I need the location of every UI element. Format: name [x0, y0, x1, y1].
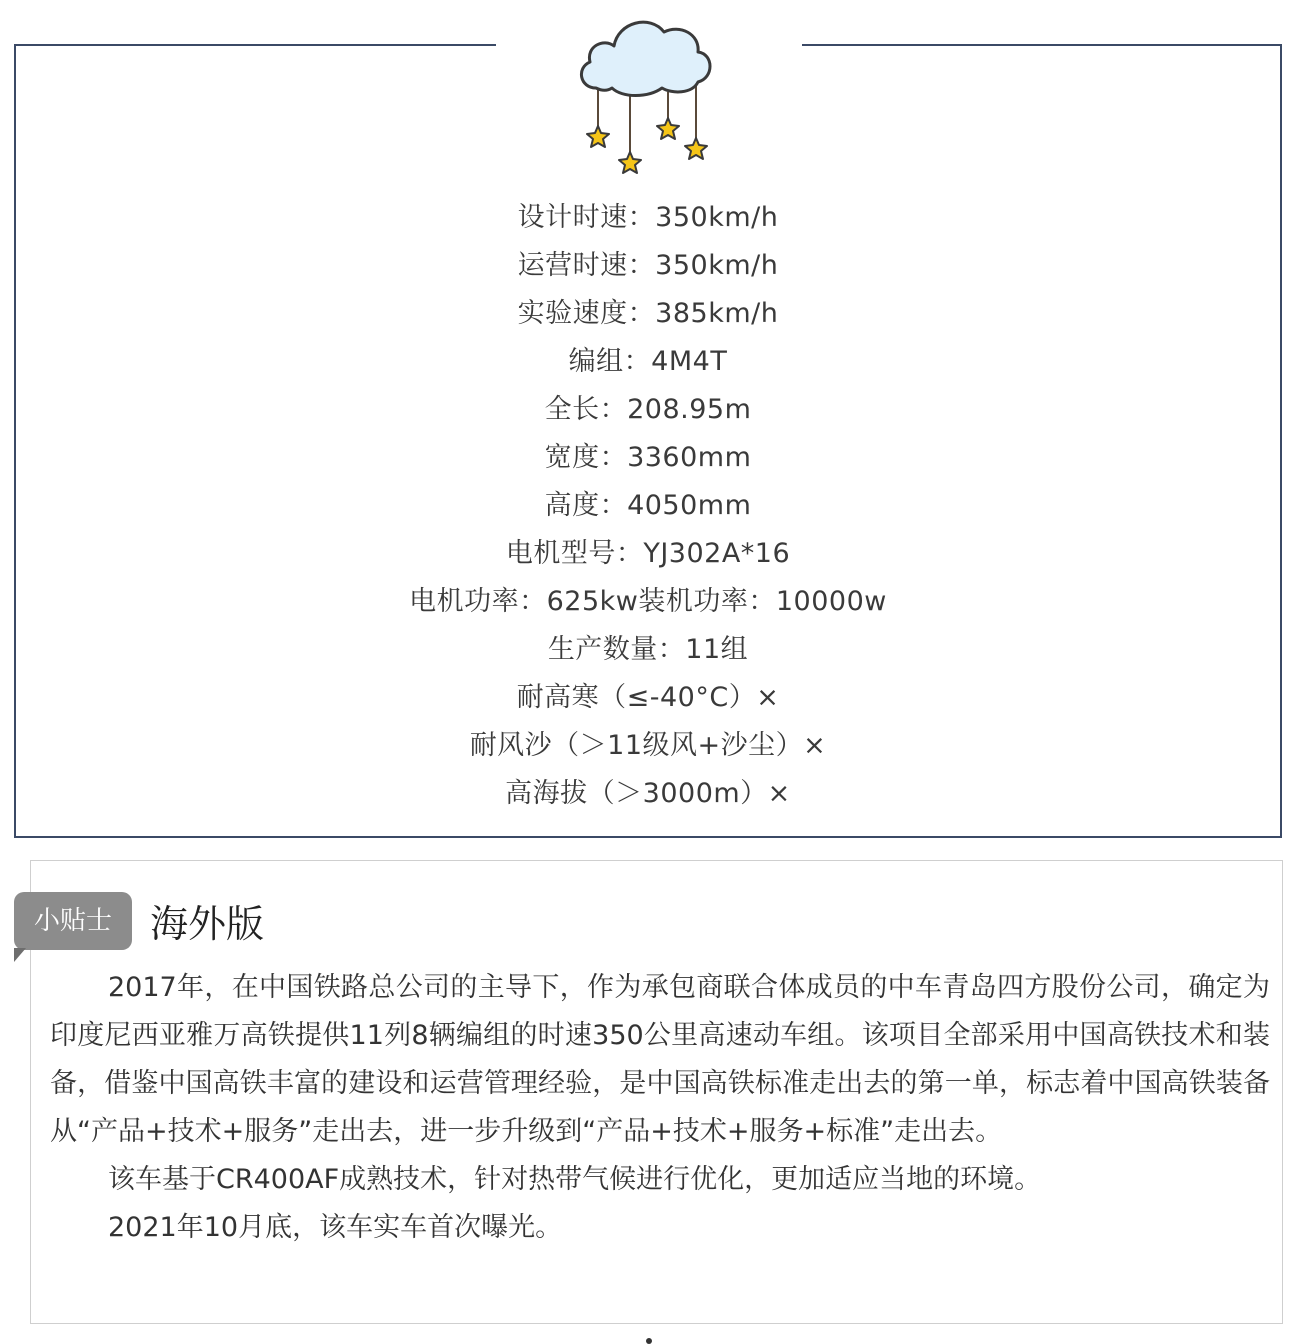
tips-tag-tail: [14, 948, 26, 962]
tips-paragraph: 2017年，在中国铁路总公司的主导下，作为承包商联合体成员的中车青岛四方股份公司，确定为印度尼西亚雅万高铁提供11列8辆编组的时速350公里高速动车组。该项目全部采用中国高铁技术和装备，借鉴中国高铁丰富的建设和运营管理经验，是中国高铁标准走出去的第一单，标志着中国高铁装备从“产品+技术+服务”走出去，进一步升级到“产品+技术+服务+标准”走出去。: [50, 972, 1270, 1147]
frame-top-line-right: [802, 44, 1282, 46]
spec-item-motor-model: 电机型号：YJ302A*16: [505, 538, 791, 569]
spec-item-operating-speed: 运营时速：350km/h: [517, 250, 779, 281]
spec-item-cold-resistance: 耐高寒（≤-40°C）×: [516, 682, 780, 713]
spec-item-production: 生产数量：11组: [547, 634, 749, 665]
bottom-dot: [646, 1338, 652, 1344]
spec-item-motor-power: 电机功率：625kw装机功率：10000w: [409, 586, 887, 617]
cloud-with-stars-icon: [576, 8, 716, 180]
frame-top-line-left: [14, 44, 496, 46]
spec-item-high-altitude: 高海拔（＞3000m）×: [505, 778, 791, 809]
tips-tag: 小贴士: [14, 892, 132, 950]
spec-item-width: 宽度：3360mm: [544, 442, 752, 473]
spec-item-formation: 编组：4M4T: [568, 346, 728, 377]
spec-item-height: 高度：4050mm: [544, 490, 752, 521]
spec-item-sand-resistance: 耐风沙（＞11级风+沙尘）×: [469, 730, 827, 761]
spec-item-length: 全长：208.95m: [544, 394, 752, 425]
tips-paragraph: 2021年10月底，该车实车首次曝光。: [108, 1212, 563, 1243]
spec-item-design-speed: 设计时速：350km/h: [517, 202, 779, 233]
spec-item-test-speed: 实验速度：385km/h: [517, 298, 779, 329]
spec-list: [14, 194, 1282, 818]
tips-title: 海外版: [150, 902, 265, 946]
tips-body: [50, 964, 1270, 1252]
tips-paragraph: 该车基于CR400AF成熟技术，针对热带气候进行优化，更加适应当地的环境。: [108, 1164, 1042, 1195]
